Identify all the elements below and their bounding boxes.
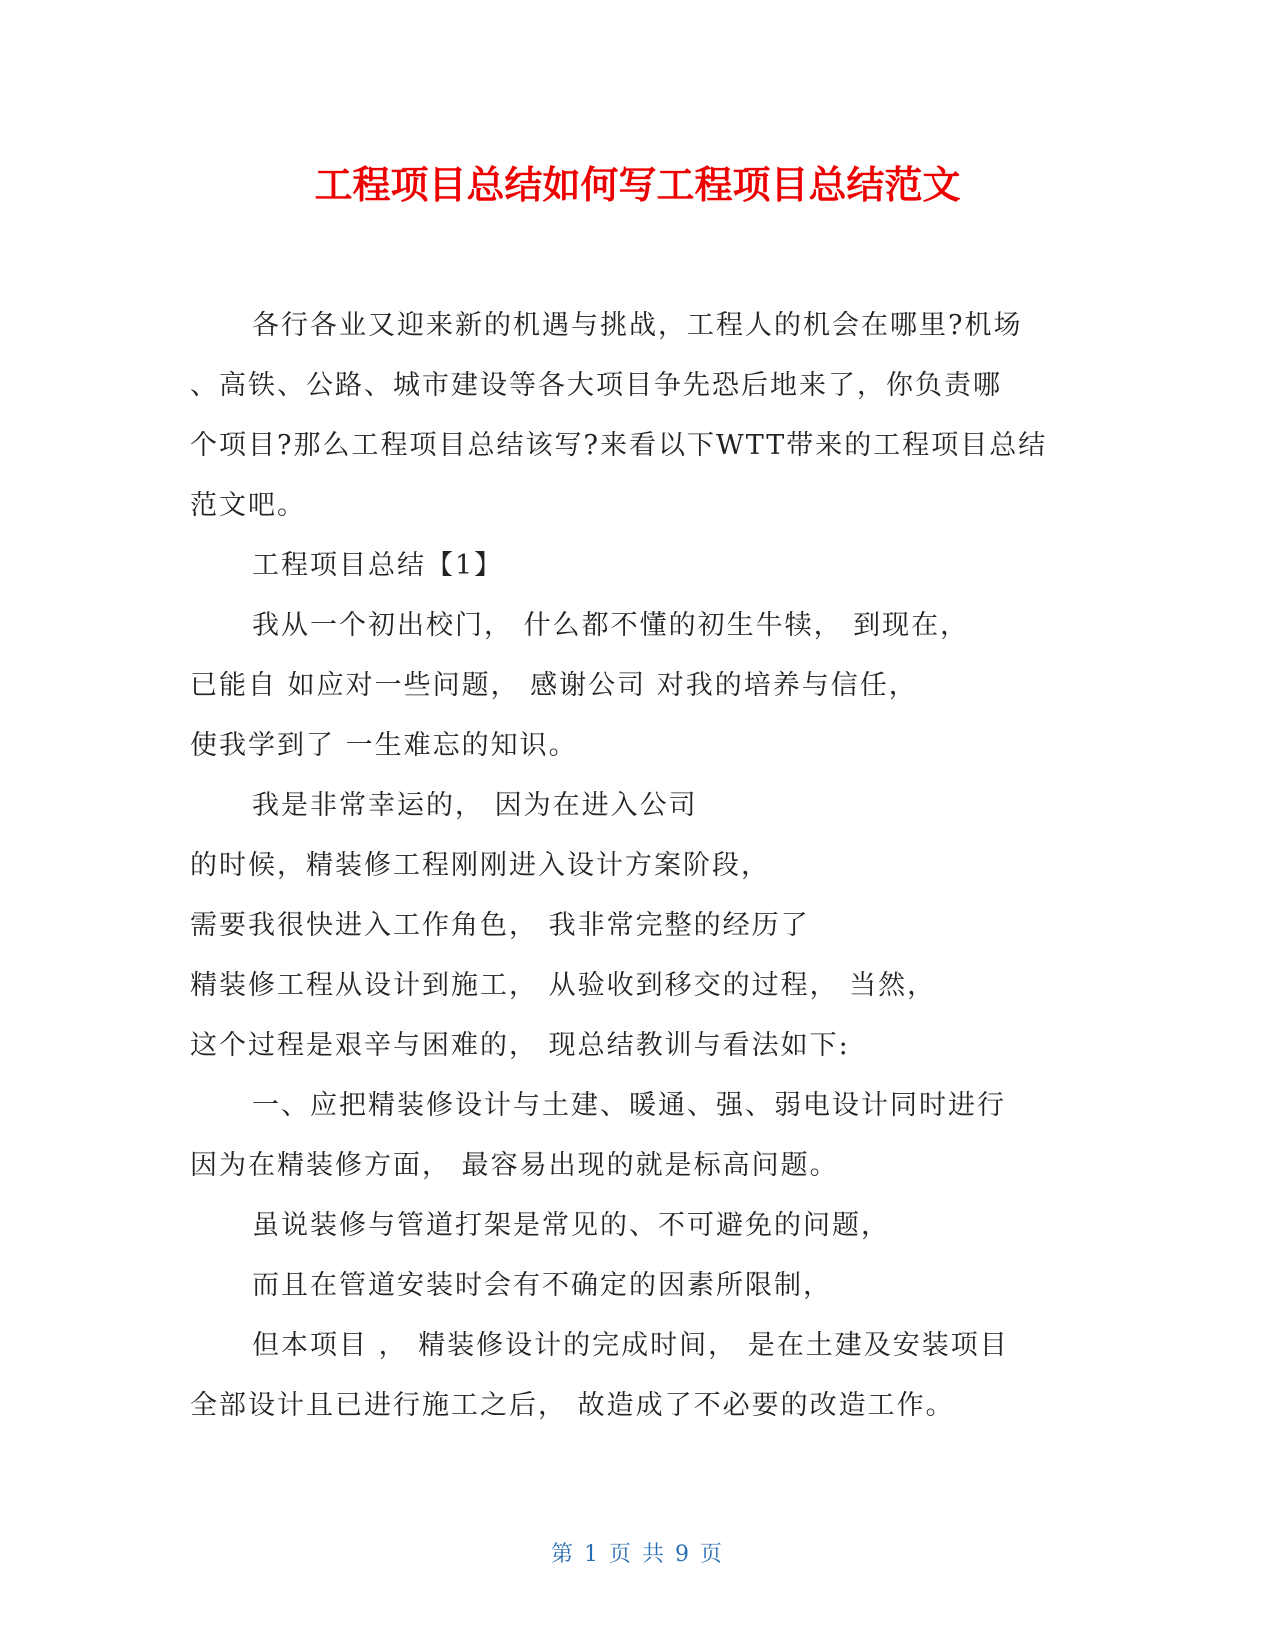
body-line: 而且在管道安装时会有不确定的因素所限制，: [252, 1270, 832, 1301]
body-line: 已能自 如应对一些问题， 感谢公司 对我的培养与信任，: [190, 670, 918, 701]
page-number-footer: 第 1 页 共 9 页: [551, 1542, 724, 1567]
body-line: 使我学到了 一生难忘的知识。: [190, 730, 578, 761]
body-line: 范文吧。: [190, 490, 306, 521]
body-line: 我从一个初出校门， 什么都不懂的初生牛犊， 到现在，: [252, 610, 970, 641]
body-line: 一、应把精装修设计与土建、暖通、强、弱电设计同时进行: [252, 1090, 1006, 1121]
document-body: [190, 296, 1090, 1436]
body-line: 个项目?那么工程项目总结该写?来看以下WTT带来的工程项目总结: [190, 430, 1048, 461]
body-line: 的时候，精装修工程刚刚进入设计方案阶段，: [190, 850, 770, 881]
body-line: 这个过程是艰辛与困难的， 现总结教训与看法如下:: [190, 1030, 850, 1061]
body-line: 需要我很快进入工作角色， 我非常完整的经历了: [190, 910, 810, 941]
body-line: 因为在精装修方面， 最容易出现的就是标高问题。: [190, 1150, 839, 1181]
body-line: 全部设计且已进行施工之后， 故造成了不必要的改造工作。: [190, 1390, 955, 1421]
body-line: 工程项目总结【1】: [252, 550, 504, 581]
document-title: 工程项目总结如何写工程项目总结范文: [314, 163, 961, 207]
body-line: 虽说装修与管道打架是常见的、不可避免的问题，: [252, 1210, 890, 1241]
body-line: 各行各业又迎来新的机遇与挑战，工程人的机会在哪里?机场: [252, 310, 1023, 341]
body-line: 但本项目 ， 精装修设计的完成时间， 是在土建及安装项目: [252, 1330, 1009, 1361]
body-line: 精装修工程从设计到施工， 从验收到移交的过程， 当然，: [190, 970, 937, 1001]
body-line: 、高铁、公路、城市建设等各大项目争先恐后地来了，你负责哪: [190, 370, 1002, 401]
body-line: 我是非常幸运的， 因为在进入公司: [252, 790, 698, 821]
